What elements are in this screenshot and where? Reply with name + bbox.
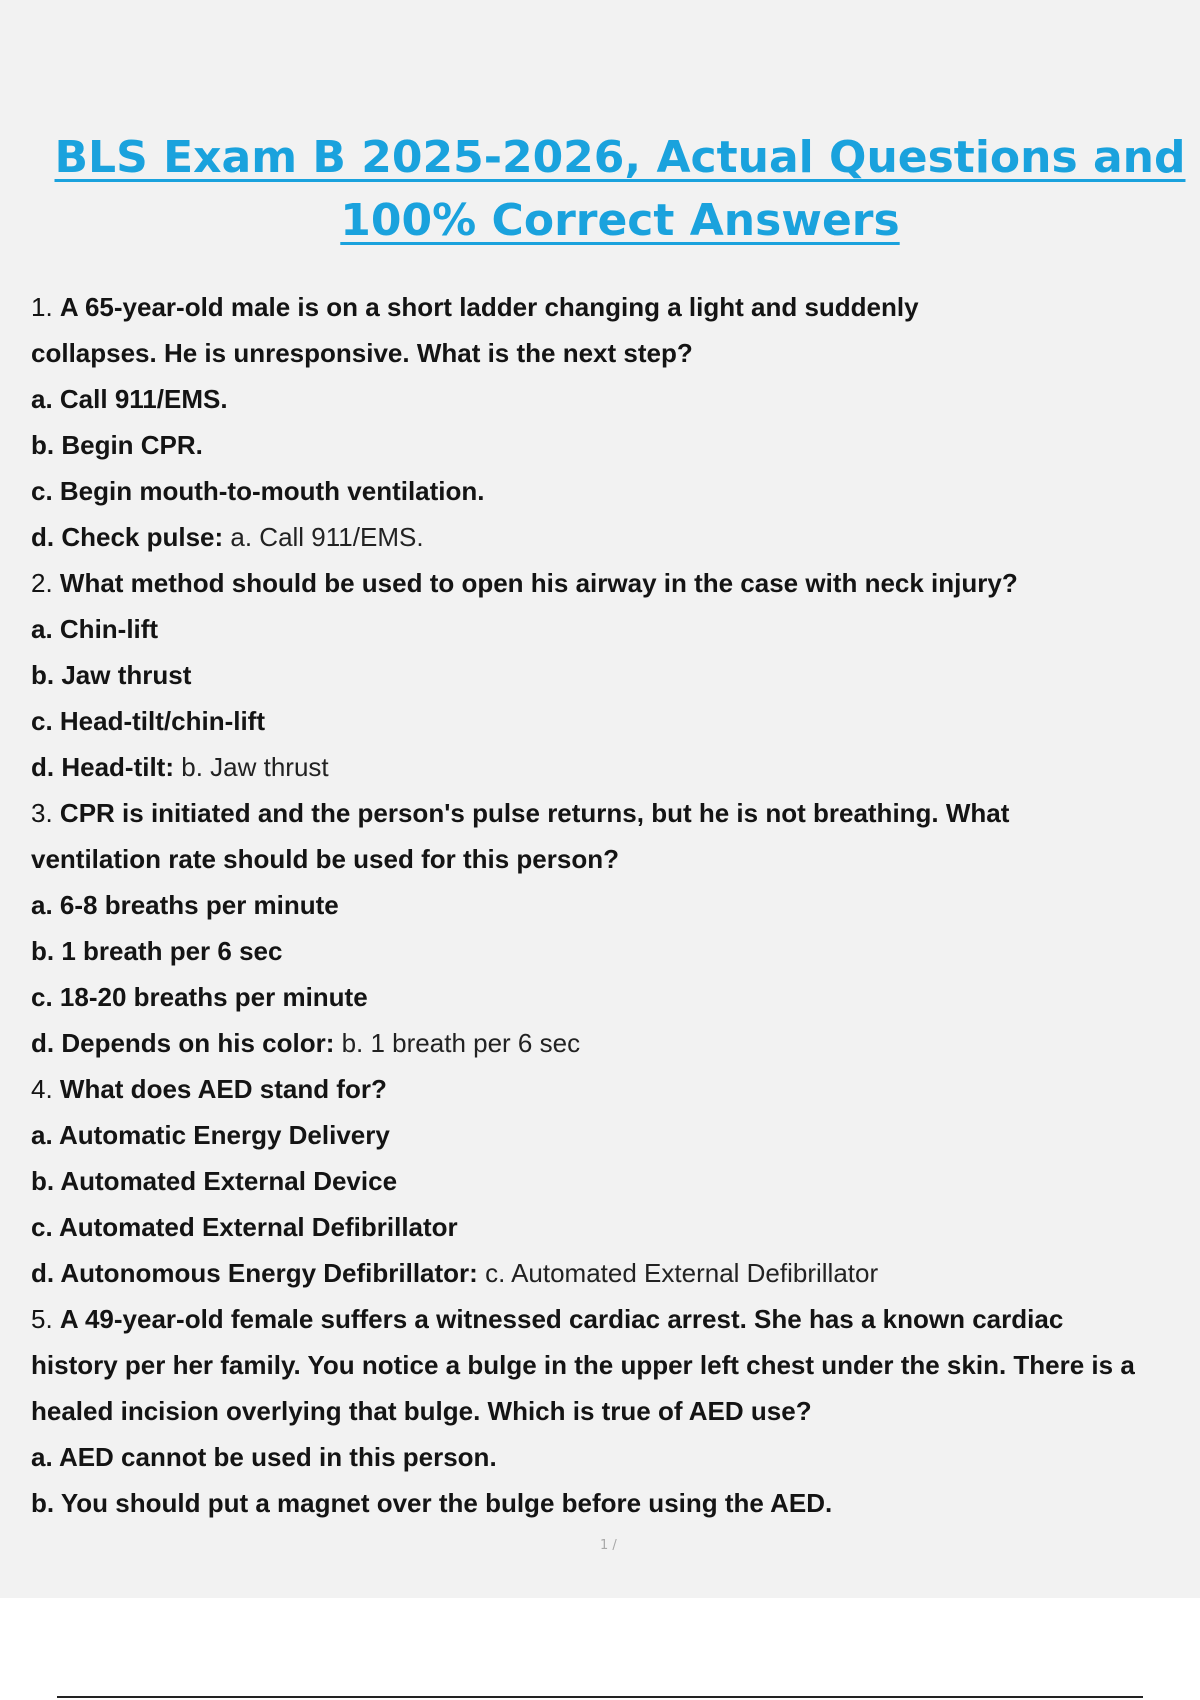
question-list bbox=[31, 284, 1200, 1526]
option-d-label: d. Head-tilt: bbox=[31, 752, 174, 782]
question-5-stem bbox=[31, 1296, 1200, 1342]
option-d-label: d. Depends on his color: bbox=[31, 1028, 335, 1058]
option-d-with-answer bbox=[31, 1020, 1200, 1066]
option-b: b. Automated External Device bbox=[31, 1166, 398, 1196]
question-text: A 65-year-old male is on a short ladder changing a light and suddenly bbox=[59, 292, 919, 322]
question-number: 2. bbox=[31, 568, 53, 598]
question-number: 3. bbox=[31, 798, 53, 828]
option-d-with-answer bbox=[31, 514, 1200, 560]
option-c: c. Head-tilt/chin-lift bbox=[31, 706, 265, 736]
option-a: a. Call 911/EMS. bbox=[31, 384, 228, 414]
option-d-label: d. Autonomous Energy Defibrillator: bbox=[31, 1258, 478, 1288]
question-text: collapses. He is unresponsive. What is the next step? bbox=[31, 338, 693, 368]
title-line-2: 100% Correct Answers bbox=[340, 195, 900, 246]
option-d-with-answer bbox=[31, 1250, 1200, 1296]
page-divider bbox=[57, 1696, 1143, 1698]
option-d-label: d. Check pulse: bbox=[31, 522, 224, 552]
question-text: What method should be used to open his airway in the case with neck injury? bbox=[59, 568, 1018, 598]
question-text: A 49-year-old female suffers a witnessed cardiac arrest. She has a known cardiac bbox=[59, 1304, 1064, 1334]
correct-answer: c. Automated External Defibrillator bbox=[485, 1258, 879, 1288]
question-number: 1. bbox=[31, 292, 53, 322]
option-c: c. Automated External Defibrillator bbox=[31, 1212, 458, 1242]
option-a: a. AED cannot be used in this person. bbox=[31, 1442, 497, 1472]
question-text: healed incision overlying that bulge. Which is true of AED use? bbox=[31, 1396, 812, 1426]
option-c: c. Begin mouth-to-mouth ventilation. bbox=[31, 476, 485, 506]
option-c: c. 18-20 breaths per minute bbox=[31, 982, 368, 1012]
option-b: b. Jaw thrust bbox=[31, 660, 192, 690]
question-4-stem bbox=[31, 1066, 1200, 1112]
question-3-stem bbox=[31, 790, 1200, 836]
title-line-1: BLS Exam B 2025-2026, Actual Questions and bbox=[54, 132, 1186, 183]
question-text: ventilation rate should be used for this person? bbox=[31, 844, 619, 874]
question-number: 4. bbox=[31, 1074, 53, 1104]
question-1-stem bbox=[31, 284, 1200, 330]
option-d-with-answer bbox=[31, 744, 1200, 790]
option-a: a. Automatic Energy Delivery bbox=[31, 1120, 390, 1150]
option-a: a. 6-8 breaths per minute bbox=[31, 890, 339, 920]
correct-answer: a. Call 911/EMS. bbox=[230, 522, 424, 552]
option-b: b. 1 breath per 6 sec bbox=[31, 936, 283, 966]
question-text: What does AED stand for? bbox=[59, 1074, 387, 1104]
question-number: 5. bbox=[31, 1304, 53, 1334]
page-number: 1 / bbox=[600, 1538, 617, 1553]
correct-answer: b. Jaw thrust bbox=[181, 752, 329, 782]
option-a: a. Chin-lift bbox=[31, 614, 159, 644]
question-2-stem bbox=[31, 560, 1200, 606]
question-text: CPR is initiated and the person's pulse returns, but he is not breathing. What bbox=[59, 798, 1010, 828]
question-text: history per her family. You notice a bulge in the upper left chest under the skin. There is a bbox=[31, 1350, 1135, 1380]
document-title bbox=[40, 126, 1200, 252]
option-b: b. You should put a magnet over the bulge before using the AED. bbox=[31, 1488, 833, 1518]
correct-answer: b. 1 breath per 6 sec bbox=[341, 1028, 581, 1058]
option-b: b. Begin CPR. bbox=[31, 430, 203, 460]
